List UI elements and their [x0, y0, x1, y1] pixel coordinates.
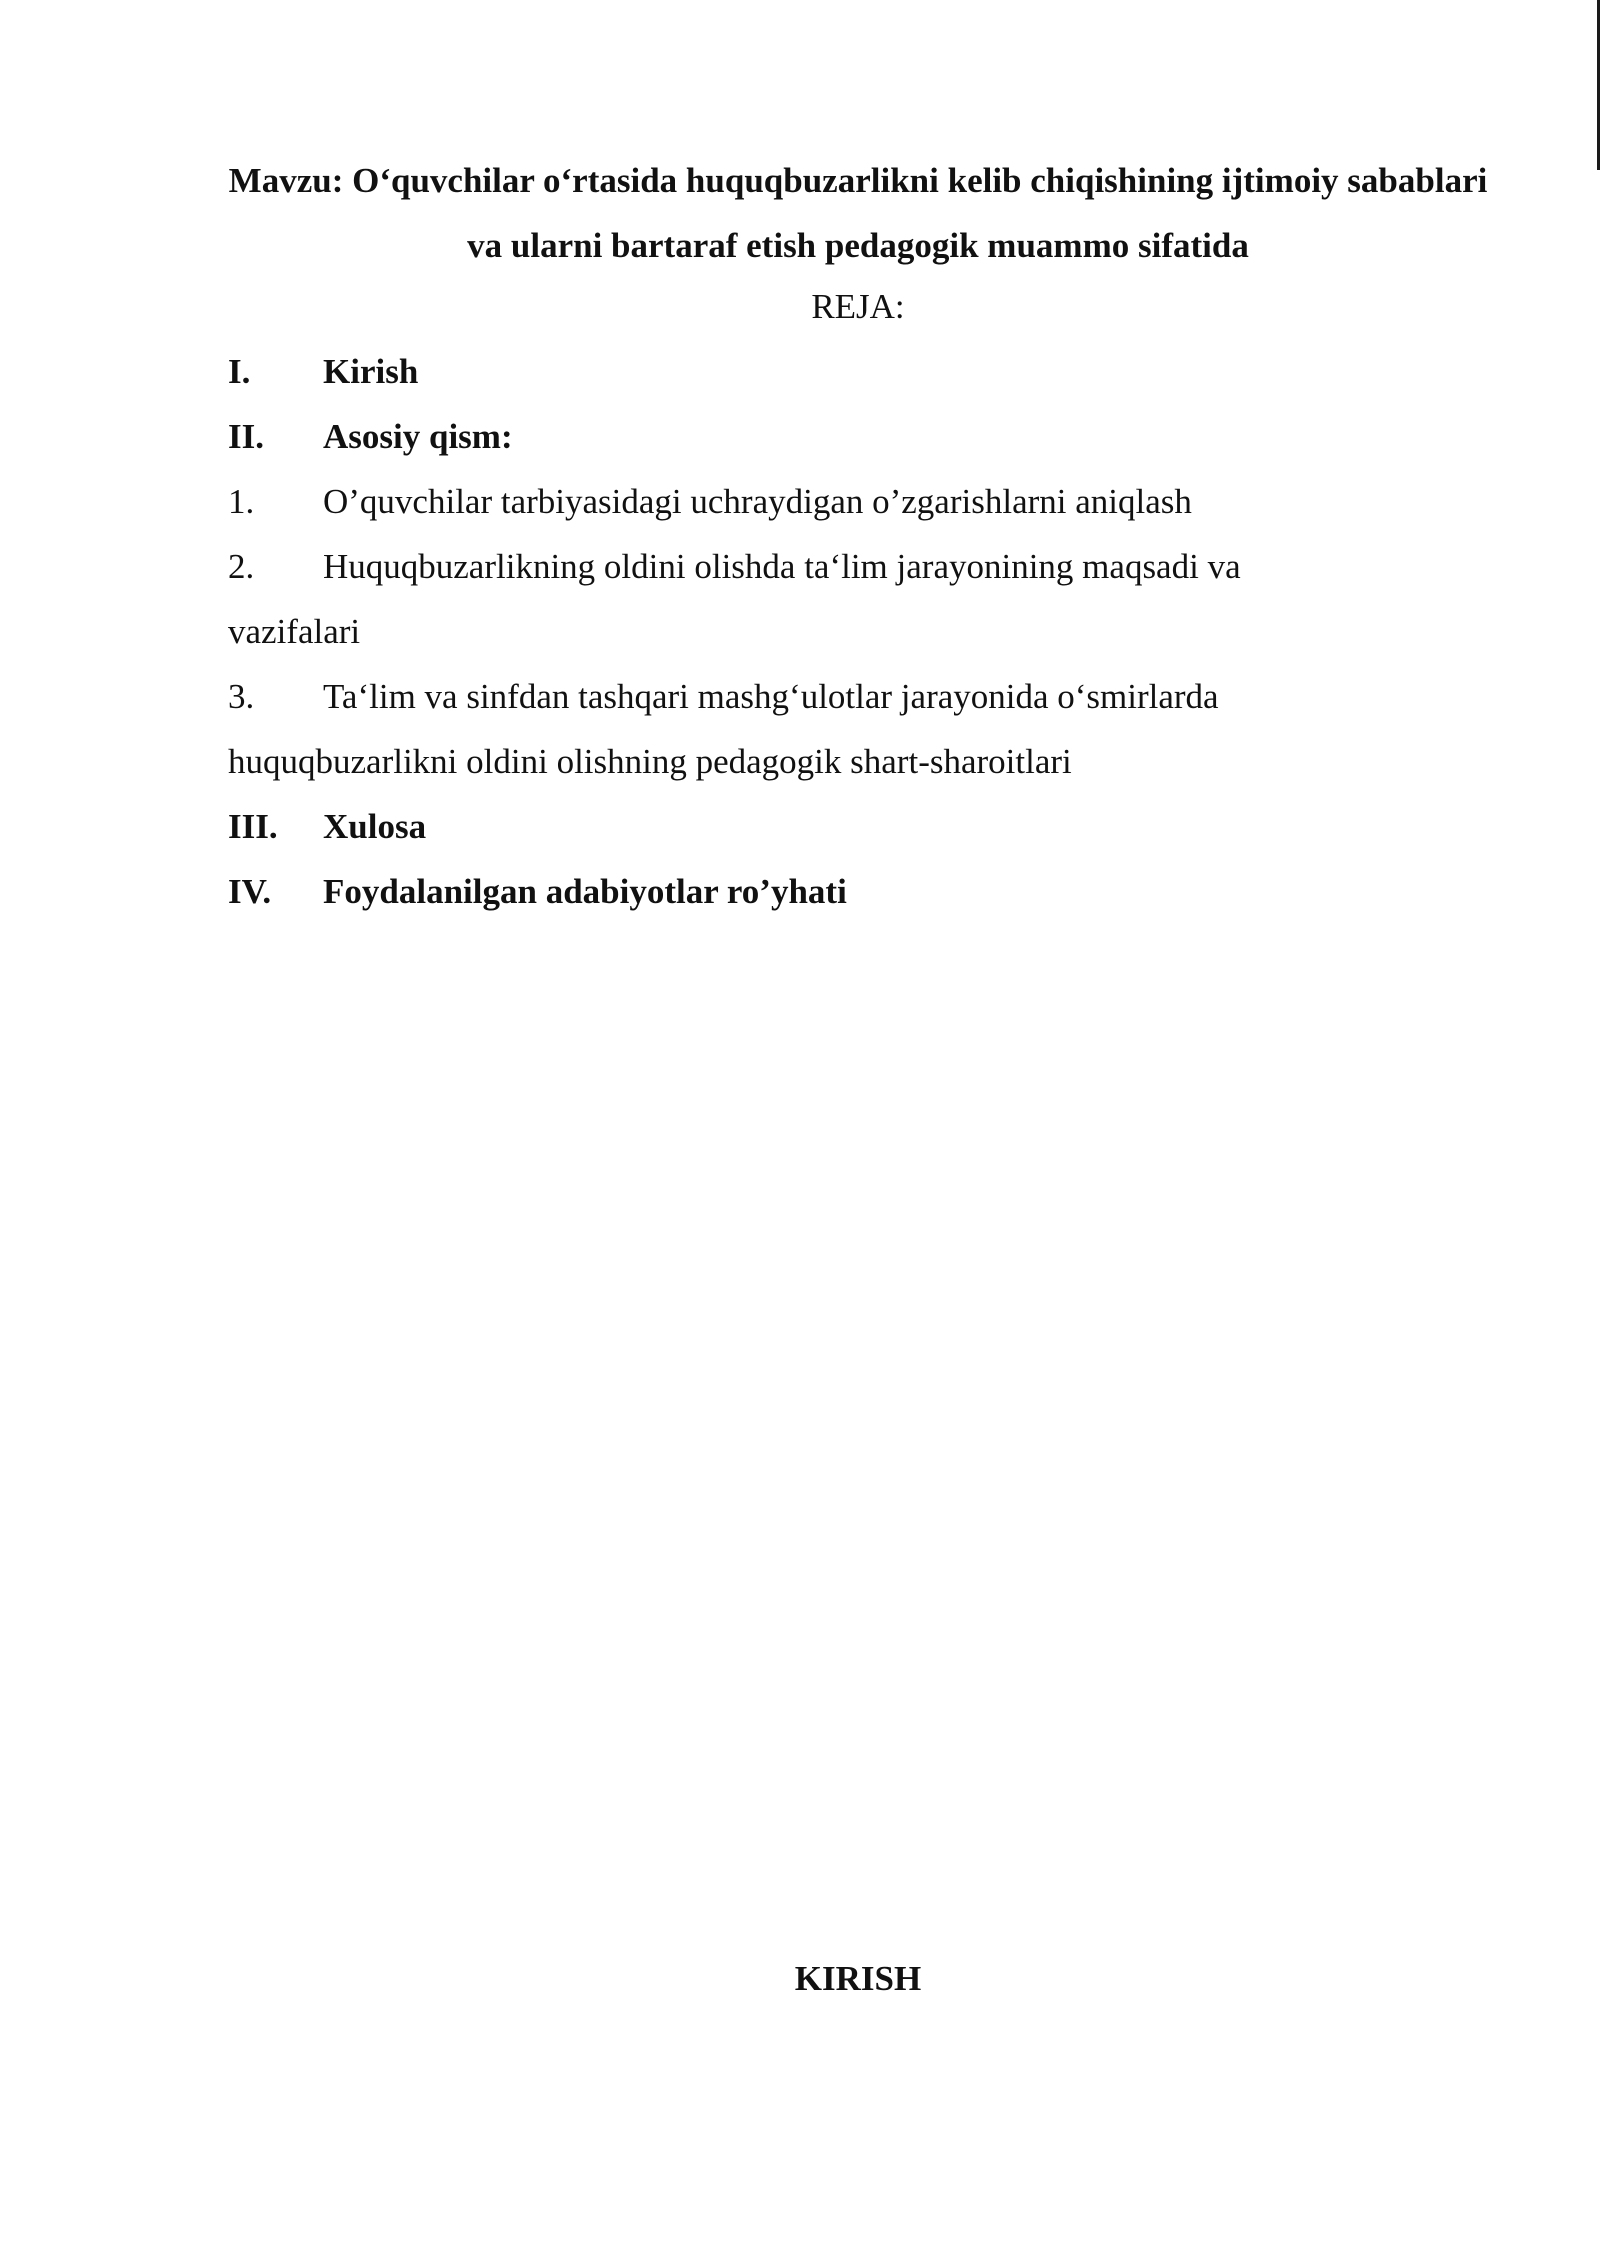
- plan-item-text: Kirish: [323, 352, 419, 391]
- plan-item-number: 2.: [228, 547, 255, 586]
- plan-heading: REJA:: [811, 287, 905, 326]
- document-title: Mavzu: O‘quvchilar o‘rtasida huquqbuzarlikni kelib chiqishining ijtimoiy sabablari va ularni bartaraf etish pedagogik muammo sifatida: [228, 161, 1488, 265]
- plan-item-number: II.: [228, 417, 264, 456]
- plan-item-number: I.: [228, 352, 251, 391]
- plan-item-text: O’quvchilar tarbiyasidagi uchraydigan o’zgarishlarni aniqlash: [323, 482, 1192, 521]
- plan-item-number: IV.: [228, 872, 272, 911]
- plan-item-text: Asosiy qism:: [323, 417, 513, 456]
- plan-item-number: III.: [228, 807, 278, 846]
- plan-subitem-3: [228, 664, 1368, 794]
- plan-subitem-2: [228, 534, 1368, 664]
- plan-item-text: Foydalanilgan adabiyotlar ro’yhati: [323, 872, 847, 911]
- plan-item-text: Huquqbuzarlikning oldini olishda ta‘lim jarayonining maqsadi va vazifalari: [228, 547, 1241, 651]
- plan-item-kirish: [228, 339, 1368, 404]
- plan-item-asosiy-qism: [228, 404, 1368, 469]
- plan-list: [228, 339, 1368, 924]
- plan-item-number: 3.: [228, 677, 255, 716]
- plan-item-xulosa: [228, 794, 1368, 859]
- plan-item-number: 1.: [228, 482, 255, 521]
- plan-item-adabiyotlar: [228, 859, 1368, 924]
- section-heading-kirish: KIRISH: [794, 1959, 922, 1998]
- plan-item-text: Ta‘lim va sinfdan tashqari mashg‘ulotlar jarayonida o‘smirlarda huquqbuzarlikni oldini olishning pedagogik shart-sharoitlari: [228, 677, 1219, 781]
- plan-subitem-1: [228, 469, 1368, 534]
- plan-item-text: Xulosa: [323, 807, 427, 846]
